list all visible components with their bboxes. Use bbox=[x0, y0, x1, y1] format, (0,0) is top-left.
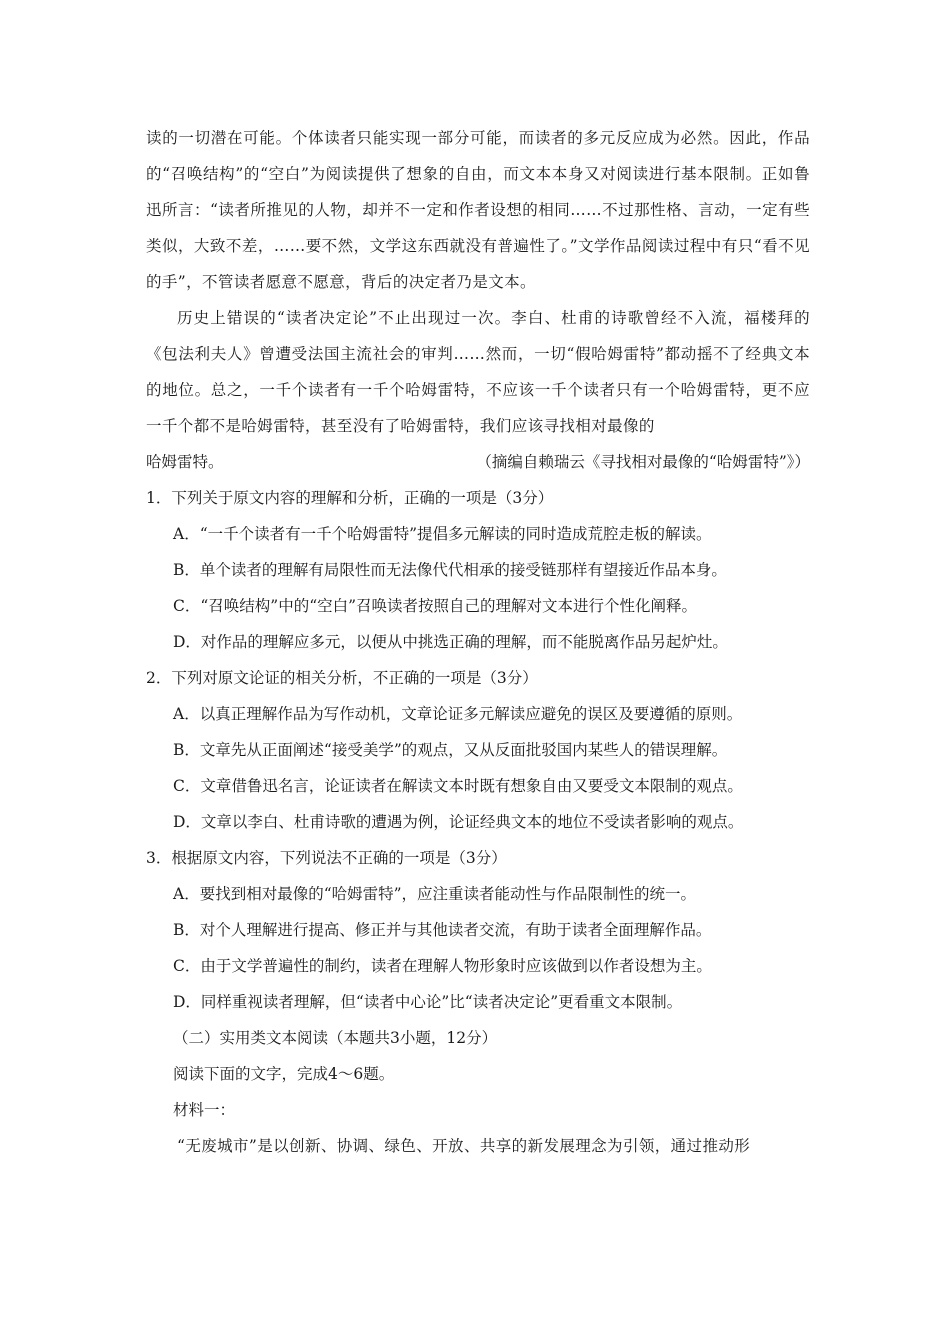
material-label: 材料一： bbox=[173, 1101, 236, 1119]
question-3 bbox=[146, 840, 810, 1020]
source-citation: （摘编自赖瑞云《寻找相对最像的“哈姆雷特”》） bbox=[476, 453, 810, 471]
document-page bbox=[146, 120, 810, 1164]
section-heading: （二）实用类文本阅读（本题共3小题，12分） bbox=[173, 1029, 498, 1047]
passage-ending-line bbox=[146, 444, 810, 480]
question-option: D．文章以李白、杜甫诗歌的遭遇为例，论证经典文本的地位不受读者影响的观点。 bbox=[173, 813, 744, 831]
question-option: B．单个读者的理解有局限性而无法像代代相承的接受链那样有望接近作品本身。 bbox=[173, 561, 727, 579]
question-stem: 2．下列对原文论证的相关分析，不正确的一项是（3分） bbox=[146, 669, 538, 687]
passage-paragraph-2-end: 哈姆雷特。 bbox=[146, 453, 224, 471]
question-option: A．“一千个读者有一千个哈姆雷特”提倡多元解读的同时造成荒腔走板的解读。 bbox=[173, 525, 712, 543]
passage-paragraph-1: 读的一切潜在可能。个体读者只能实现一部分可能，而读者的多元反应成为必然。因此，作品的“召唤结构”的“空白”为阅读提供了想象的自由，而文本本身又对阅读进行基本限制。正如鲁迅所言：“读者所推见的人物，却并不一定和作者设想的相同……不过那性格、言动，一定有些类似，大致不差，……要不然，文学这东西就没有普遍性了。”文学作品阅读过程中有只“看不见的手”，不管读者愿意不愿意，背后的决定者乃是文本。 bbox=[146, 129, 810, 291]
question-option: B．文章先从正面阐述“接受美学”的观点，又从反面批驳国内某些人的错误理解。 bbox=[173, 741, 728, 759]
question-option: A．以真正理解作品为写作动机，文章论证多元解读应避免的误区及要遵循的原则。 bbox=[173, 705, 743, 723]
question-option: D．同样重视读者理解，但“读者中心论”比“读者决定论”更看重文本限制。 bbox=[173, 993, 683, 1011]
question-2 bbox=[146, 660, 810, 840]
question-option: C．“召唤结构”中的“空白”召唤读者按照自己的理解对文本进行个性化阐释。 bbox=[173, 597, 698, 615]
question-stem: 1．下列关于原文内容的理解和分析，正确的一项是（3分） bbox=[146, 489, 554, 507]
question-option: C．文章借鲁迅名言，论证读者在解读文本时既有想象自由又要受文本限制的观点。 bbox=[173, 777, 743, 795]
question-stem: 3．根据原文内容，下列说法不正确的一项是（3分） bbox=[146, 849, 507, 867]
question-1 bbox=[146, 480, 810, 660]
material-text: “无废城市”是以创新、协调、绿色、开放、共享的新发展理念为引领，通过推动形 bbox=[177, 1137, 751, 1155]
question-option: B．对个人理解进行提高、修正并与其他读者交流，有助于读者全面理解作品。 bbox=[173, 921, 712, 939]
passage-paragraph-2: 历史上错误的“读者决定论”不止出现过一次。李白、杜甫的诗歌曾经不入流，福楼拜的《包法利夫人》曾遭受法国主流社会的审判……然而，一切“假哈姆雷特”都动摇不了经典文本的地位。总之，一千个读者有一千个哈姆雷特，不应该一千个读者只有一个哈姆雷特，更不应一千个都不是哈姆雷特，甚至没有了哈姆雷特，我们应该寻找相对最像的 bbox=[146, 309, 810, 435]
question-option: A．要找到相对最像的“哈姆雷特”，应注重读者能动性与作品限制性的统一。 bbox=[173, 885, 697, 903]
question-option: D．对作品的理解应多元，以便从中挑选正确的理解，而不能脱离作品另起炉灶。 bbox=[173, 633, 728, 651]
section-instruction: 阅读下面的文字，完成4～6题。 bbox=[173, 1065, 395, 1083]
question-option: C．由于文学普遍性的制约，读者在理解人物形象时应该做到以作者设想为主。 bbox=[173, 957, 712, 975]
